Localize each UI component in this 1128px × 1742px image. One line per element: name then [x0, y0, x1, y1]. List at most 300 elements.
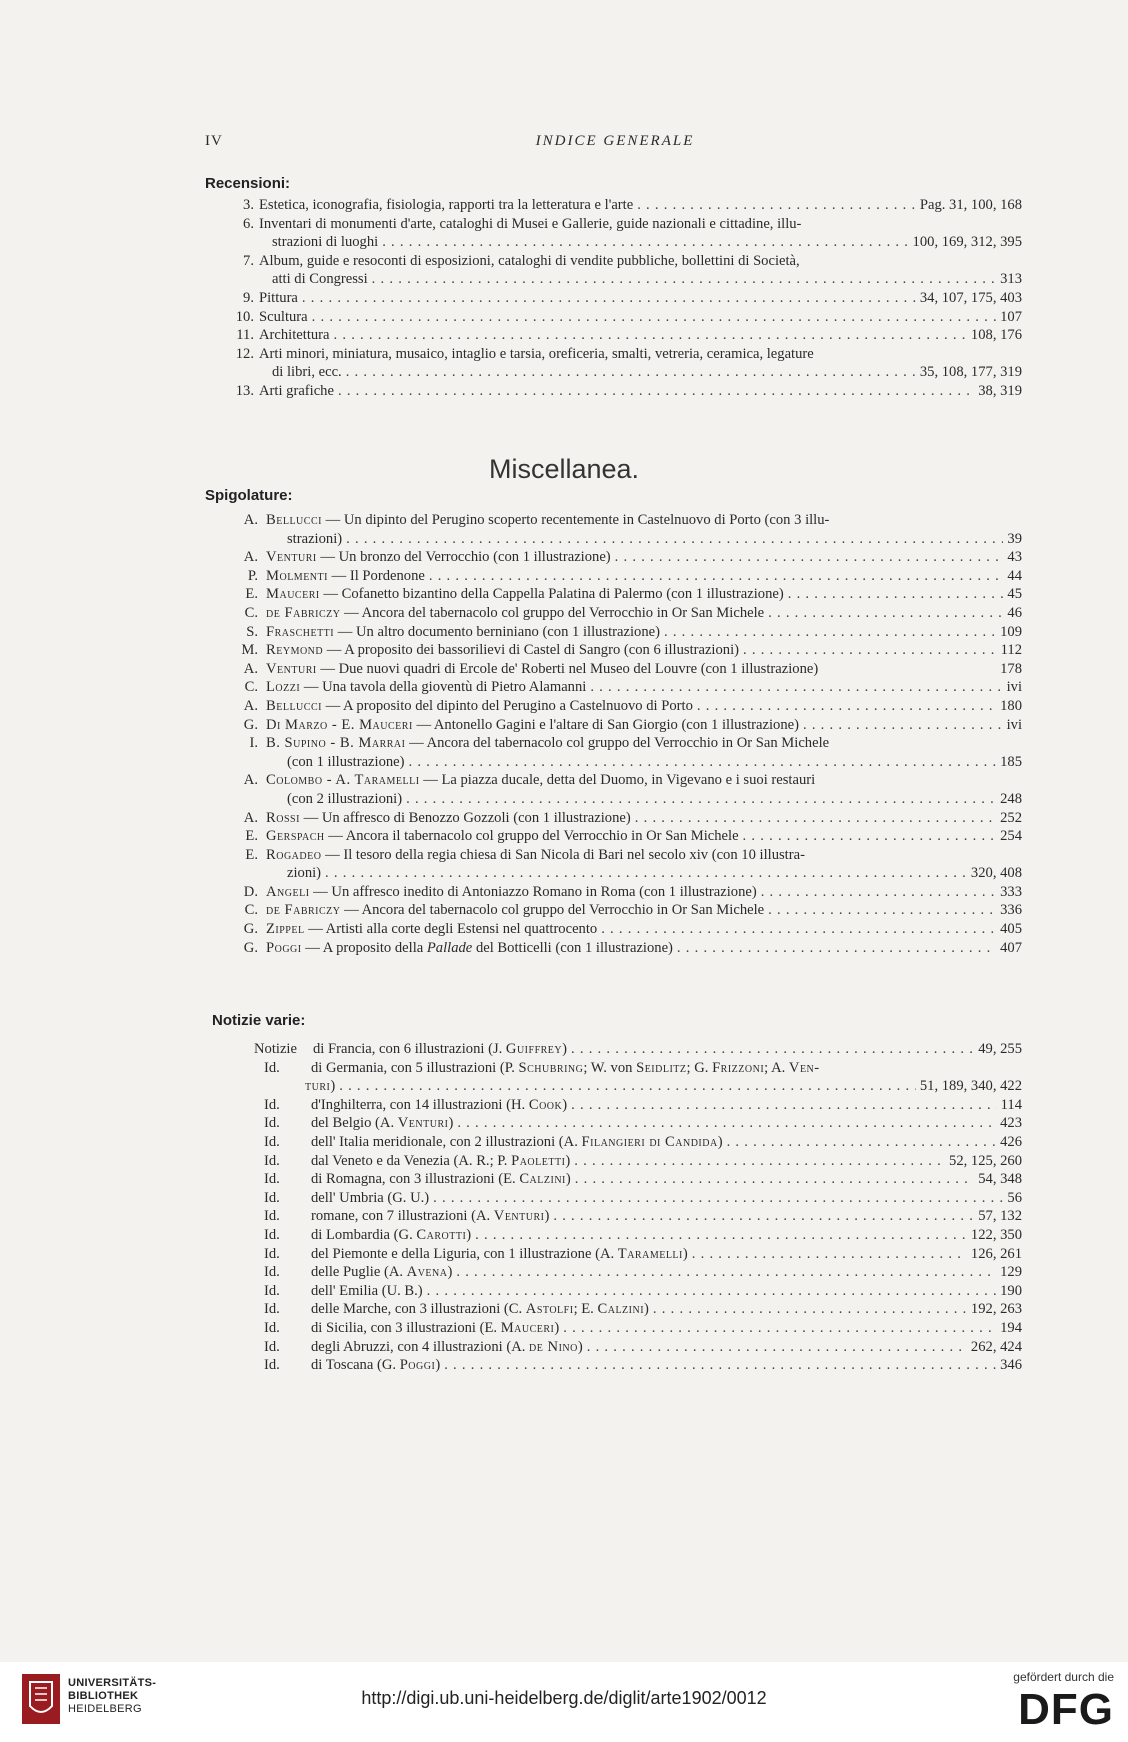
entry-number: G. — [243, 716, 258, 733]
list-item — [0, 308, 1128, 327]
entry-title — [266, 716, 799, 735]
entry-text — [259, 196, 1022, 215]
entry-number: Id. — [264, 1226, 280, 1243]
entry-text-part: dal Veneto e da Venezia (A. R.; P. — [311, 1152, 512, 1169]
list-item — [0, 809, 1128, 828]
entry-number: E. — [245, 846, 258, 863]
entry-title — [311, 1356, 440, 1375]
entry-text — [272, 233, 1022, 252]
entry-number: Id. — [264, 1357, 280, 1374]
list-item — [0, 1170, 1128, 1189]
entry-text — [266, 827, 1022, 846]
entry-number: C. — [244, 604, 258, 621]
author-name: Mauceri — [266, 586, 320, 603]
list-item — [0, 697, 1128, 716]
page-reference: 423 — [1000, 1115, 1022, 1132]
entry-text-part: — Artisti alla corte degli Estensi nel quattrocento — [304, 921, 598, 938]
entry-text-part: ) — [447, 1264, 453, 1281]
entry-number: 6. — [243, 215, 254, 232]
list-item — [0, 1300, 1128, 1319]
list-item — [0, 734, 1128, 753]
list-item — [0, 864, 1128, 883]
author-name: Frizzoni — [712, 1059, 765, 1076]
list-item — [0, 1152, 1128, 1171]
entry-text-part: — Un affresco di Benozzo Gozzoli (con 1 illustrazione) — [299, 809, 631, 826]
entry-text-part: Arti grafiche — [259, 382, 334, 399]
dot-leader — [368, 270, 996, 289]
work-title: Pallade — [426, 939, 473, 956]
entry-number: A. — [243, 660, 258, 677]
entry-text-part: ; W. von — [583, 1059, 637, 1076]
entry-text-part: ) — [554, 1319, 560, 1336]
entry-number: Id. — [264, 1115, 280, 1132]
dot-leader — [334, 382, 974, 401]
entry-text — [287, 530, 1022, 549]
entry-number: M. — [241, 642, 258, 659]
entry-text-part: ) — [562, 1041, 568, 1057]
list-item — [0, 604, 1128, 623]
list-item — [0, 1114, 1128, 1133]
list-item — [0, 1263, 1128, 1282]
page-reference: 35, 108, 177, 319 — [919, 364, 1022, 381]
entry-text — [266, 771, 1022, 790]
entry-text — [266, 809, 1022, 828]
list-item — [0, 1226, 1128, 1245]
entry-text-part: — Antonello Gagini e l'altare di San Giorgio (con 1 illustrazione) — [412, 716, 799, 733]
dfg-logo: DFG — [1018, 1685, 1114, 1734]
entry-text — [266, 548, 1022, 567]
list-item — [0, 363, 1128, 382]
entry-text-part: — Due nuovi quadri di Ercole de' Roberti nel Museo del Louvre (con 1 illustrazione) — [316, 660, 819, 677]
entry-title — [266, 846, 805, 865]
list-item — [0, 641, 1128, 660]
entry-text — [311, 1207, 1022, 1226]
entry-text-part: atti di Congressi — [272, 271, 368, 288]
entry-title — [311, 1133, 723, 1152]
entry-number: A. — [243, 809, 258, 826]
entry-text-part: di Francia, con 6 illustrazioni (J. — [313, 1041, 506, 1057]
list-item — [0, 345, 1128, 364]
entry-text-part: delle Marche, con 3 illustrazioni (C. — [311, 1301, 526, 1318]
page-reference: 333 — [1000, 883, 1022, 900]
entry-text-part: Scultura — [259, 308, 308, 325]
page-reference: ivi — [1006, 679, 1022, 696]
entry-title — [311, 1263, 452, 1282]
entry-title — [311, 1319, 559, 1338]
list-item — [0, 567, 1128, 586]
page-reference: 46 — [1007, 604, 1022, 621]
entry-title — [287, 530, 342, 549]
page-reference: 52, 125, 260 — [949, 1152, 1022, 1169]
author-name: Filangieri di Candida — [581, 1133, 718, 1150]
list-item — [0, 827, 1128, 846]
entry-text — [266, 567, 1022, 586]
entry-title — [266, 567, 425, 586]
entry-text — [266, 846, 1022, 865]
entry-text-part: ) — [466, 1226, 472, 1243]
entry-text — [266, 604, 1022, 623]
entry-number: Notizie — [254, 1041, 297, 1057]
entry-text-part: (con 1 illustrazione) — [287, 753, 405, 770]
author-name: Fraschetti — [266, 623, 335, 640]
dot-leader — [452, 1263, 996, 1282]
page-reference: 194 — [1000, 1319, 1022, 1336]
entry-number: 13. — [235, 382, 254, 399]
page-reference: 39 — [1007, 530, 1022, 547]
author-name: Cook — [528, 1096, 563, 1113]
author-name: Seidlitz — [636, 1059, 687, 1076]
entry-number: G. — [243, 921, 258, 938]
entry-text — [266, 678, 1022, 697]
dot-leader — [402, 790, 996, 809]
entry-text-part: ) — [565, 1152, 571, 1169]
entry-text — [311, 1114, 1022, 1133]
page-reference: 51, 189, 340, 422 — [919, 1078, 1022, 1095]
entry-text — [287, 790, 1022, 809]
entry-number: A. — [243, 772, 258, 789]
entry-title — [259, 308, 308, 327]
entry-text — [259, 382, 1022, 401]
entry-number: E. — [245, 828, 258, 845]
list-item — [0, 883, 1128, 902]
author-name: Venturi — [266, 549, 317, 566]
page-reference: 114 — [1000, 1096, 1022, 1113]
entry-text-part: Estetica, iconografia, fisiologia, rapporti tra la letteratura e l'arte — [259, 197, 634, 213]
dot-leader — [784, 585, 1004, 604]
entry-number: C. — [244, 679, 258, 696]
entry-number: I. — [249, 735, 258, 752]
entry-title — [266, 809, 631, 828]
entry-text — [266, 883, 1022, 902]
dot-leader — [586, 678, 1002, 697]
dot-leader — [549, 1207, 974, 1226]
entry-text-part: — Ancora del tabernacolo col gruppo del Verrocchio in Or San Michele — [340, 902, 765, 919]
dot-leader — [633, 196, 916, 215]
entry-number: P. — [247, 567, 258, 584]
dot-leader — [423, 1282, 996, 1301]
entry-text-part: Architettura — [259, 327, 330, 344]
entry-title — [272, 233, 378, 252]
entry-text-part: del Piemonte e della Liguria, con 1 illustrazione (A. — [311, 1245, 618, 1262]
dot-leader — [471, 1226, 967, 1245]
entry-text-part: ; G. — [686, 1059, 713, 1076]
entry-title — [311, 1114, 453, 1133]
list-item — [0, 233, 1128, 252]
entry-title — [272, 363, 342, 382]
author-name: Venturi — [493, 1208, 545, 1225]
running-head — [205, 133, 1025, 155]
entry-title — [311, 1152, 570, 1171]
list-item — [0, 1356, 1128, 1375]
entry-title — [259, 196, 633, 215]
entry-title — [266, 585, 784, 604]
list-item — [0, 623, 1128, 642]
entry-text-part: di Sicilia, con 3 illustrazioni (E. — [311, 1319, 501, 1336]
entry-text — [311, 1133, 1022, 1152]
entry-text-part: ) — [717, 1133, 723, 1150]
entry-title — [272, 270, 368, 289]
author-name: Astolfi — [525, 1301, 574, 1318]
entry-text — [259, 345, 1022, 364]
entry-text-part: dell' Italia meridionale, con 2 illustrazioni (A. — [311, 1133, 582, 1150]
section-label-recensioni: Recensioni: — [205, 175, 291, 192]
entry-title — [311, 1338, 583, 1357]
entry-text-part: — A proposito dei bassorilievi di Castel di Sangro (con 6 illustrazioni) — [323, 642, 739, 659]
list-item — [0, 1133, 1128, 1152]
page-reference: 44 — [1007, 567, 1022, 584]
entry-text-part: ) — [448, 1115, 454, 1132]
author-name: B. Supino - B. Marrai — [266, 735, 406, 752]
entry-number: A. — [243, 512, 258, 528]
list-item — [0, 901, 1128, 920]
dot-leader — [321, 864, 967, 883]
page-reference: 107 — [1000, 308, 1022, 325]
author-name: Molmenti — [266, 567, 328, 584]
dot-leader — [739, 827, 997, 846]
library-name-line: HEIDELBERG — [68, 1703, 142, 1715]
author-name: Zippel — [266, 921, 305, 938]
entry-text — [266, 623, 1022, 642]
entry-title — [305, 1077, 335, 1096]
entry-title — [259, 289, 298, 308]
dot-leader — [597, 920, 996, 939]
entry-text-part: — A proposito del dipinto del Perugino a Castelnuovo di Porto — [321, 697, 693, 714]
entry-text-part: strazioni) — [287, 530, 343, 547]
list-item — [0, 1338, 1128, 1357]
section-label-spigolature: Spigolature: — [205, 487, 293, 504]
entry-text-part: — Una tavola della gioventù di Pietro Alamanni — [300, 679, 587, 696]
dot-leader — [693, 697, 996, 716]
dot-leader — [308, 308, 996, 327]
entry-number: A. — [243, 549, 258, 566]
entry-title — [259, 215, 801, 234]
page-reference: 109 — [1000, 623, 1022, 640]
entry-number: Id. — [264, 1338, 280, 1355]
entry-text — [266, 939, 1022, 958]
dot-leader — [405, 753, 997, 772]
entry-text-part: ) — [644, 1301, 649, 1318]
entry-text — [266, 734, 1022, 753]
author-name: Di Marzo - E. Mauceri — [266, 716, 413, 733]
author-name: Calzini — [519, 1171, 566, 1188]
entry-text — [311, 1300, 1022, 1319]
dot-leader — [453, 1114, 996, 1133]
entry-text-part: — Ancora del tabernacolo col gruppo del Verrocchio in Or San Michele — [340, 604, 765, 621]
dot-leader — [611, 548, 1004, 567]
entry-text-part: — Il tesoro della regia chiesa di San Nicola di Bari nel secolo xiv (con 10 illustra- — [321, 846, 805, 863]
entry-number: Id. — [264, 1301, 280, 1318]
section-label-notizie: Notizie varie: — [212, 1012, 306, 1029]
list-item — [0, 215, 1128, 234]
recensioni-list — [0, 196, 1128, 401]
dot-leader — [739, 641, 997, 660]
author-name: Calzini — [597, 1301, 645, 1318]
list-item — [0, 1096, 1128, 1115]
entry-text — [311, 1245, 1022, 1264]
entry-title — [266, 939, 673, 958]
dot-leader — [440, 1356, 996, 1375]
entry-number: Id. — [264, 1245, 280, 1262]
dot-leader — [570, 1152, 945, 1171]
list-item — [0, 1189, 1128, 1208]
entry-text-part: (con 2 illustrazioni) — [287, 790, 403, 807]
entry-title — [266, 697, 693, 716]
list-item — [0, 326, 1128, 345]
author-name: Mauceri — [500, 1319, 555, 1336]
author-name: Reymond — [266, 642, 324, 659]
entry-number: 3. — [243, 197, 254, 213]
entry-title — [266, 827, 739, 846]
entry-text — [311, 1170, 1022, 1189]
entry-text — [311, 1263, 1022, 1282]
entry-text-part: — Cofanetto bizantino della Cappella Palatina di Palermo (con 1 illustrazione) — [319, 586, 784, 603]
list-item — [0, 920, 1128, 939]
page-reference: 129 — [1000, 1264, 1022, 1281]
page-reference: 54, 348 — [978, 1171, 1022, 1188]
dot-leader — [583, 1338, 967, 1357]
list-item — [0, 585, 1128, 604]
entry-text-part: di Toscana (G. — [311, 1357, 400, 1374]
author-name: Schubring — [518, 1059, 584, 1076]
page-reference: 56 — [1007, 1189, 1022, 1206]
entry-number: 12. — [235, 345, 254, 362]
entry-text — [311, 1319, 1022, 1338]
list-item — [0, 548, 1128, 567]
author-name: Paoletti — [511, 1152, 566, 1169]
entry-title — [266, 604, 764, 623]
permalink-url[interactable]: http://digi.ub.uni-heidelberg.de/diglit/arte1902/0012 — [361, 1688, 767, 1708]
author-name: Guiffrey — [505, 1041, 563, 1057]
entry-text-part: ) — [330, 1078, 336, 1095]
running-title: INDICE GENERALE — [535, 133, 695, 149]
entry-text-part: di libri, ecc. — [272, 364, 342, 381]
miscellanea-heading: Miscellanea. — [488, 454, 640, 484]
entry-text — [272, 270, 1022, 289]
entry-text-part: — Un affresco inedito di Antoniazzo Romano in Roma (con 1 illustrazione) — [309, 883, 757, 900]
dot-leader — [567, 1096, 997, 1115]
list-item — [0, 790, 1128, 809]
page-reference: 407 — [1000, 939, 1022, 956]
list-item — [0, 1319, 1128, 1338]
page-reference: 112 — [1000, 642, 1022, 659]
entry-text — [311, 1189, 1022, 1208]
entry-text-part: dell' Emilia (U. B.) — [311, 1282, 423, 1299]
page-reference: 252 — [1000, 809, 1022, 826]
entry-title — [311, 1207, 549, 1226]
entry-title — [259, 345, 814, 364]
entry-number: Id. — [264, 1208, 280, 1225]
author-name: de Fabriczy — [266, 604, 341, 621]
entry-title — [266, 660, 818, 679]
author-name: Angeli — [266, 883, 310, 900]
list-item — [0, 196, 1128, 215]
list-item — [0, 1040, 1128, 1059]
entry-text — [311, 1226, 1022, 1245]
entry-text — [311, 1096, 1022, 1115]
entry-text — [266, 511, 1022, 530]
dot-leader — [335, 1077, 916, 1096]
entry-title — [287, 864, 321, 883]
dot-leader — [425, 567, 1004, 586]
dot-leader — [723, 1133, 997, 1152]
entry-text — [259, 252, 1022, 271]
dot-leader — [688, 1245, 967, 1264]
entry-title — [266, 641, 739, 660]
page-reference: 178 — [1000, 660, 1022, 677]
list-item — [0, 1207, 1128, 1226]
entry-text-part: Album, guide e resoconti di esposizioni, cataloghi di vendite pubbliche, bollettini di Società, — [259, 252, 800, 269]
author-name: Ven- — [788, 1059, 820, 1076]
entry-text-part: romane, con 7 illustrazioni (A. — [311, 1208, 494, 1225]
entry-text — [311, 1152, 1022, 1171]
list-item — [0, 1077, 1128, 1096]
author-name: Venturi — [397, 1115, 449, 1132]
page-reference: 45 — [1007, 586, 1022, 603]
page-reference: 336 — [1000, 902, 1022, 919]
entry-text-part: — A proposito della — [301, 939, 427, 956]
entry-number: D. — [243, 883, 258, 900]
author-name: Colombo - A. Taramelli — [266, 772, 420, 789]
entry-number: Id. — [264, 1189, 280, 1206]
entry-text-part: ) — [682, 1245, 688, 1262]
entry-title — [311, 1189, 429, 1208]
entry-text-part: delle Puglie (A. — [311, 1264, 407, 1281]
page-reference: 405 — [1000, 921, 1022, 938]
entry-number: C. — [244, 902, 258, 919]
list-item — [0, 382, 1128, 401]
dot-leader — [631, 809, 996, 828]
library-name-line: BIBLIOTHEK — [68, 1690, 139, 1702]
page-reference: 49, 255 — [978, 1041, 1022, 1057]
entry-text-part: — Un altro documento berniniano (con 1 illustrazione) — [334, 623, 660, 640]
dot-leader — [559, 1319, 996, 1338]
entry-number: 9. — [243, 289, 254, 306]
entry-title — [313, 1040, 567, 1059]
author-name: Bellucci — [266, 697, 322, 714]
dot-leader — [378, 233, 908, 252]
list-item — [0, 771, 1128, 790]
page-reference: 346 — [1000, 1357, 1022, 1374]
author-name: Poggi — [399, 1357, 436, 1374]
entry-text-part: Arti minori, miniatura, musaico, intaglio e tarsia, oreficeria, smalti, vetreria, ceramica, legature — [259, 345, 814, 362]
entry-text-part: di Germania, con 5 illustrazioni (P. — [311, 1059, 519, 1076]
page-reference: 57, 132 — [978, 1208, 1022, 1225]
entry-text-part: — Un dipinto del Perugino scoperto recentemente in Castelnuovo di Porto (con 3 illu- — [321, 512, 830, 528]
entry-number: S. — [246, 623, 258, 640]
page-reference: 108, 176 — [970, 327, 1022, 344]
entry-text — [311, 1356, 1022, 1375]
page-reference: 38, 319 — [978, 382, 1022, 399]
page-reference: 426 — [1000, 1133, 1022, 1150]
entry-text-part: — Un bronzo del Verrocchio (con 1 illustrazione) — [316, 549, 611, 566]
page-reference: ivi — [1006, 716, 1022, 733]
author-name: Taramelli — [617, 1245, 683, 1262]
list-item — [0, 1282, 1128, 1301]
entry-text — [311, 1059, 1022, 1078]
page-reference: 190 — [1000, 1282, 1022, 1299]
list-item — [0, 678, 1128, 697]
author-name: turi — [305, 1078, 331, 1095]
entry-text-part: strazioni di luoghi — [272, 234, 379, 251]
entry-number: Id. — [264, 1133, 280, 1150]
dot-leader — [571, 1170, 974, 1189]
entry-title — [266, 548, 611, 567]
entry-title — [311, 1300, 649, 1319]
entry-title — [311, 1245, 688, 1264]
list-item — [0, 1059, 1128, 1078]
page-reference: 34, 107, 175, 403 — [919, 289, 1022, 306]
entry-title — [287, 790, 402, 809]
